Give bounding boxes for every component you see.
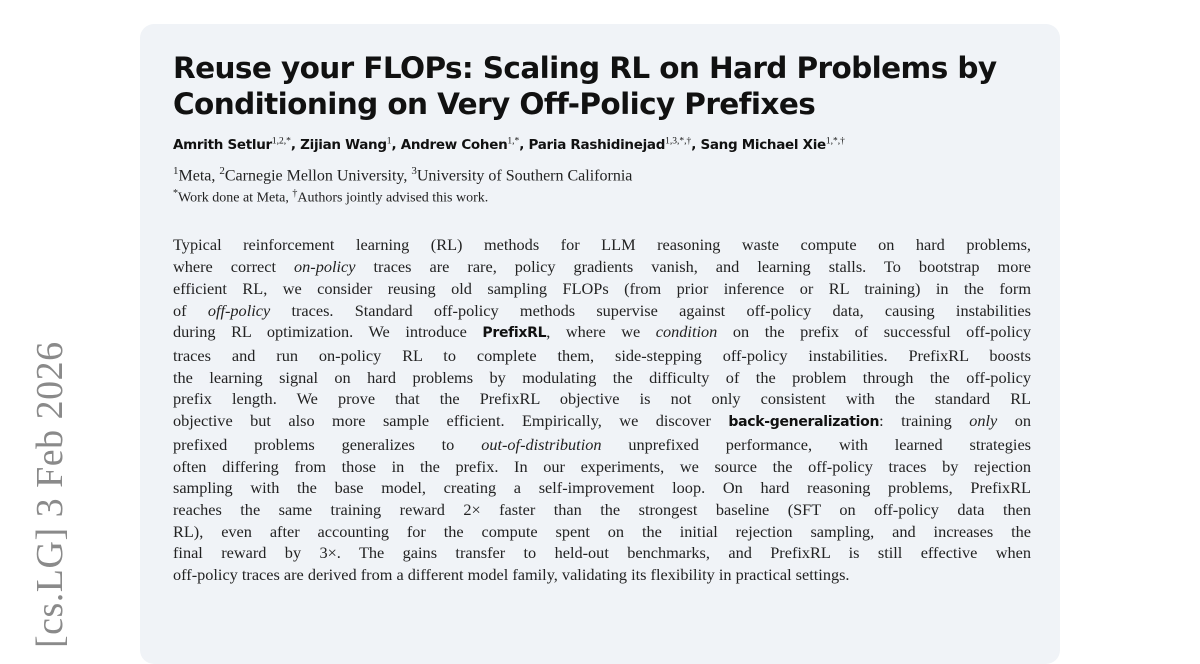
abstract-line: off-policy traces are derived from a different model family, validating its flexibility in practical settings.: [173, 565, 850, 585]
author-name: Amrith Setlur: [173, 136, 272, 153]
abstract-line: during RL optimization. We introduce PrefixRL, where we condition on the prefix of successful off-policy: [173, 322, 1031, 342]
author-notes: *Work done at Meta, †Authors jointly advised this work.: [173, 187, 489, 206]
affiliation-name: Meta: [178, 166, 212, 184]
abstract-line: sampling with the base model, creating a self-improvement loop. On hard reasoning problems, PrefixRL: [173, 478, 1031, 498]
author-marks: 1,3,*,†: [665, 136, 692, 146]
author-marks: 1,*: [507, 136, 520, 146]
author-name: Zijian Wang: [300, 136, 387, 153]
affiliation-name: University of Southern California: [416, 166, 633, 184]
abstract-line: reaches the same training reward 2× faster than the strongest baseline (SFT on off-policy data then: [173, 499, 1031, 519]
abstract-line: prefix length. We prove that the PrefixRL objective is not only consistent with the standard RL: [173, 389, 1031, 409]
keyword: PrefixRL: [482, 325, 547, 342]
note-text: Work done at Meta: [178, 190, 286, 206]
keyword: back-generalization: [728, 414, 880, 431]
author: [173, 137, 291, 153]
emphasis: condition: [655, 322, 718, 342]
emphasis: only: [969, 411, 998, 431]
author-marks: 1,*,†: [825, 136, 845, 146]
abstract-line: prefixed problems generalizes to out-of-distribution unprefixed performance, with learned strategies: [173, 434, 1032, 454]
author-name: Paria Rashidinejad: [528, 136, 666, 153]
paper-content: [173, 50, 1031, 586]
author-marks: 1,2,*: [271, 136, 291, 146]
author-name: Andrew Cohen: [400, 136, 508, 153]
abstract-line: of off-policy traces. Standard off-policy methods supervise against off-policy data, causing instabilities: [173, 300, 1031, 320]
note-mark: *: [173, 187, 178, 199]
abstract-line: Typical reinforcement learning (RL) methods for LLM reasoning waste compute on hard problems,: [173, 235, 1031, 255]
author: [529, 137, 692, 153]
abstract-line: RL), even after accounting for the compute spent on the initial rejection sampling, and increases the: [173, 521, 1031, 541]
abstract: [173, 234, 1031, 585]
author: [300, 137, 391, 153]
title-line-2: Conditioning on Very Off-Policy Prefixes: [173, 87, 816, 121]
abstract-line: final reward by 3×. The gains transfer to held-out benchmarks, and PrefixRL is still effective when: [173, 543, 1031, 563]
abstract-line: traces and run on-policy RL to complete them, side-stepping off-policy instabilities. PrefixRL boosts: [173, 346, 1031, 365]
emphasis: out-of-distribution: [481, 434, 602, 454]
abstract-line: often differing from those in the prefix. In our experiments, we source the off-policy traces by rejection: [173, 456, 1031, 476]
note-text: Authors jointly advised this work.: [297, 190, 489, 206]
author-list: Amrith Setlur$^{1,2,*}$, Zijian Wang$^1$, Andrew Cohen$^{1,*}$, Paria Rashidinejad$^{1,3,*,\dagger}$, Sang Michael Xie$^{1,*,\dagger}$: [173, 136, 845, 153]
note-mark: †: [292, 187, 298, 199]
affiliation-name: Carnegie Mellon University: [224, 166, 404, 184]
arxiv-side-stamp: [28, 340, 76, 660]
abstract-line: efficient RL, we consider reusing old sampling FLOPs (from prior inference or RL training) in the form: [173, 278, 1031, 298]
emphasis: on-policy: [294, 257, 356, 277]
affiliation-mark: 2: [219, 164, 225, 177]
abstract-line: where correct on-policy traces are rare, policy gradients vanish, and learning stalls. To bootstrap more: [173, 257, 1031, 277]
author: [700, 137, 844, 153]
affiliations: $^1$Meta, $^2$Carnegie Mellon University, $^3$University of Southern California: [173, 164, 633, 184]
emphasis: off-policy: [207, 300, 271, 320]
author-marks: 1: [386, 136, 392, 146]
abstract-line: objective but also more sample efficient. Empirically, we discover back-generalization: training only on: [173, 411, 1031, 431]
abstract-line: the learning signal on hard problems by modulating the difficulty of the problem through the off-policy: [173, 367, 1031, 387]
arxiv-stamp-text: [cs.LG] 3 Feb 2026: [29, 341, 71, 648]
paper-first-page: [140, 24, 1060, 664]
paper-title: [173, 50, 1031, 122]
author-name: Sang Michael Xie: [700, 136, 826, 153]
affiliation-mark: 3: [411, 164, 417, 177]
author: [401, 137, 520, 153]
affiliation-mark: 1: [173, 164, 179, 177]
title-line-1: Reuse your FLOPs: Scaling RL on Hard Problems by: [173, 51, 997, 85]
